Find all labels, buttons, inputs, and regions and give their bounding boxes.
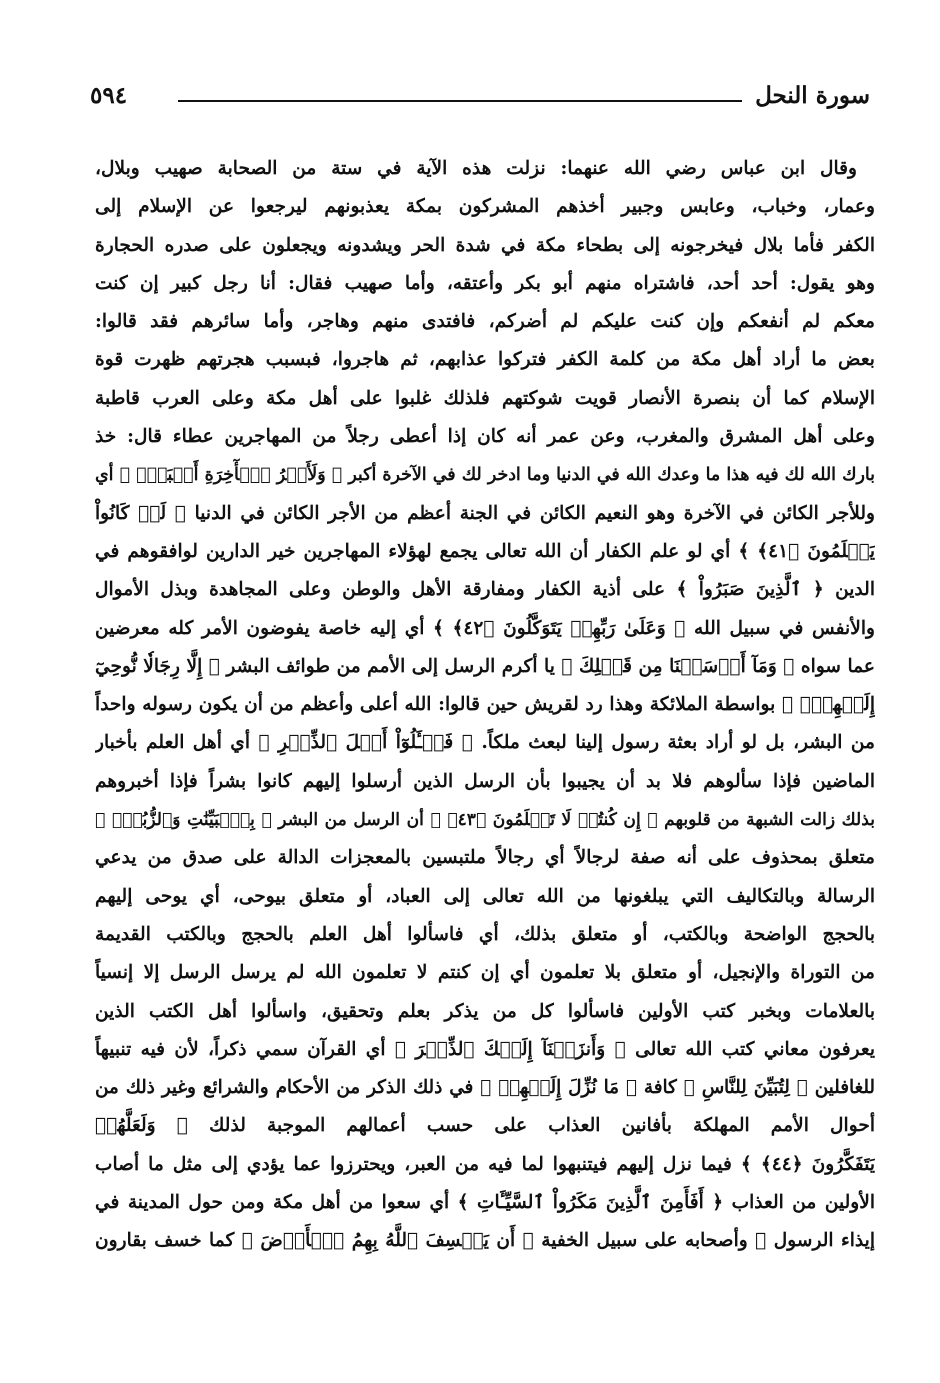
text-line: متعلق بمحذوف على أنه صفة لرجالاً أي رجالاً ملتبسين بالمعجزات الدالة على صدق من يدعي	[95, 847, 875, 869]
text-line: يَتَفَكَّرُونَ ﴿٤٤﴾ ﴾ فيما نزل إليهم فيتنبهوا لما فيه من العبر، ويحترزوا عما يؤدي إلى مثل ما أصاب	[95, 1153, 875, 1175]
header-divider	[178, 100, 742, 102]
text-line: وللأجر الكائن في الآخرة وهو النعيم الكائن في الجنة أعظم من الأجر الكائن في الدنيا ﴿ لَوۡ كَانُواْ	[95, 502, 875, 524]
surah-title: سورة النحل	[755, 82, 870, 109]
text-line: من التوراة والإنجيل، أو متعلق بلا تعلمون أي إن كنتم لا تعلمون الله لم يرسل الرسل إلا إنسياً	[95, 962, 875, 984]
text-line: وعمار، وخباب، وعابس وجبير أخذهم المشركون بمكة يعذبونهم ليرجعوا عن الإسلام إلى	[95, 196, 875, 218]
text-line: بالعلامات وبخبر كتب الأولين فاسألوا كل من يذكر بعلم وتحقيق، واسألوا أهل الكتب الذين	[95, 1000, 875, 1022]
text-line: يَعۡلَمُونَ ﴿٤١﴾ ﴾ أي لو علم الكفار أن الله تعالى يجمع لهؤلاء المهاجرين خير الدارين لوافقوهم في	[95, 540, 875, 562]
page-header	[90, 78, 870, 118]
text-line: وعلى أهل المشرق والمغرب، وعن عمر أنه كان إذا أعطى رجلاً من المهاجرين عطاء قال: خذ	[95, 426, 875, 448]
text-line: الدين ﴿ ٱلَّذِينَ صَبَرُواْ ﴾ على أذية الكفار ومفارقة الأهل والوطن وعلى المجاهدة وبذل الأموال	[95, 579, 875, 601]
text-line: الكفر فأما بلال فيخرجونه إلى بطحاء مكة في شدة الحر ويشدونه ويجعلون على صدره الحجارة	[95, 234, 875, 256]
text-line: إِلَيۡهِمۡۖ ﴾ بواسطة الملائكة وهذا رد لقريش حين قالوا: الله أعلى وأعظم من أن يكون رسوله واحداً	[95, 694, 875, 716]
text-line: أحوال الأمم المهلكة بأفانين العذاب على حسب أعمالهم الموجبة لذلك ﴿ وَلَعَلَّهُمۡ	[95, 1115, 875, 1137]
text-line: معكم لم أنفعكم وإن كنت عليكم لم أضركم، فافتدى منهم وهاجر، وأما سائرهم فقد قالوا:	[95, 311, 875, 333]
text-line: الرسالة وبالتكاليف التي يبلغونها من الله تعالى إلى العباد، أو متعلق بيوحى، أي يوحى إليهم	[95, 885, 875, 907]
text-line: بعض ما أراد أهل مكة من كلمة الكفر فتركوا عذابهم، ثم هاجروا، فبسبب هجرتهم ظهرت قوة	[95, 349, 875, 371]
page-number: ٥٩٤	[90, 82, 128, 109]
text-line: عما سواه ﴿ وَمَآ أَرۡسَلۡنَا مِن قَبۡلِكَ ﴾ يا أكرم الرسل إلى الأمم من طوائف البشر ﴿ إِلَّا رِجَالٗا نُّوحِيٓ	[95, 655, 875, 677]
text-line: إيذاء الرسول ﷺ وأصحابه على سبيل الخفية ﴿ أَن يَخۡسِفَ ٱللَّهُ بِهِمُ ٱلۡأَرۡضَ ﴾ كما خسف بقارون	[95, 1230, 875, 1252]
text-line: الأولين من العذاب ﴿ أَفَأَمِنَ ٱلَّذِينَ مَكَرُواْ ٱلسَّيِّـَٔاتِ ﴾ أي سعوا من أهل مكة ومن حول المدينة في	[95, 1192, 875, 1214]
text-line: والأنفس في سبيل الله ﴿ وَعَلَىٰ رَبِّهِمۡ يَتَوَكَّلُونَ ﴿٤٢﴾ ﴾ أي إليه خاصة يفوضون الأمر كله معرضين	[95, 617, 875, 639]
text-line: يعرفون معاني كتب الله تعالى ﴿ وَأَنزَلۡنَآ إِلَيۡكَ ٱلذِّكۡرَ ﴾ أي القرآن سمي ذكراً، لأن فيه تنبيهاً	[95, 1038, 875, 1060]
text-line: للغافلين ﴿ لِتُبَيِّنَ لِلنَّاسِ ﴾ كافة ﴿ مَا نُزِّلَ إِلَيۡهِمۡ ﴾ في ذلك الذكر من الأحكام والشرائع وغير ذلك من	[95, 1077, 875, 1099]
text-line: من البشر، بل لو أراد بعثة رسول إلينا لبعث ملكاً. ﴿ فَسۡـَٔلُوٓاْ أَهۡلَ ٱلذِّكۡرِ ﴾ أي أهل العلم بأخبار	[95, 732, 875, 754]
text-line: بذلك زالت الشبهة من قلوبهم ﴿ إِن كُنتُمۡ لَا تَعۡلَمُونَ ﴿٤٣﴾ ﴾ أن الرسل من البشر ﴿ بِٱلۡبَيِّنَٰتِ وَٱلزُّبُرِۗ ﴾	[95, 810, 875, 831]
text-line: وقال ابن عباس رضي الله عنهما: نزلت هذه الآية في ستة من الصحابة صهيب وبلال،	[95, 158, 857, 179]
text-line: وهو يقول: أحد أحد، فاشتراه منهم أبو بكر وأعتقه، وأما صهيب فقال: أنا رجل كبير إن كنت	[95, 272, 875, 294]
text-line: بالحجج الواضحة وبالكتب، أو متعلق بذلك، أي فاسألوا أهل العلم بالحجج وبالكتب القديمة	[95, 923, 875, 945]
text-line: الماضين فإذا سألوهم فلا بد أن يجيبوا بأن الرسل الذين أرسلوا إليهم كانوا بشراً فإذا أخبروهم	[95, 770, 875, 792]
tafsir-text	[95, 150, 875, 1261]
text-line: الإسلام كما أن بنصرة الأنصار قويت شوكتهم فلذلك غلبوا على أهل مكة وعلى العرب قاطبة	[95, 387, 875, 409]
text-line: بارك الله لك فيه هذا ما وعدك الله في الدنيا وما ادخر لك في الآخرة أكبر ﴿ وَلَأَجۡرُ ٱلۡأٓخِرَةِ أَكۡبَرُۚ ﴾ أي	[95, 465, 875, 486]
